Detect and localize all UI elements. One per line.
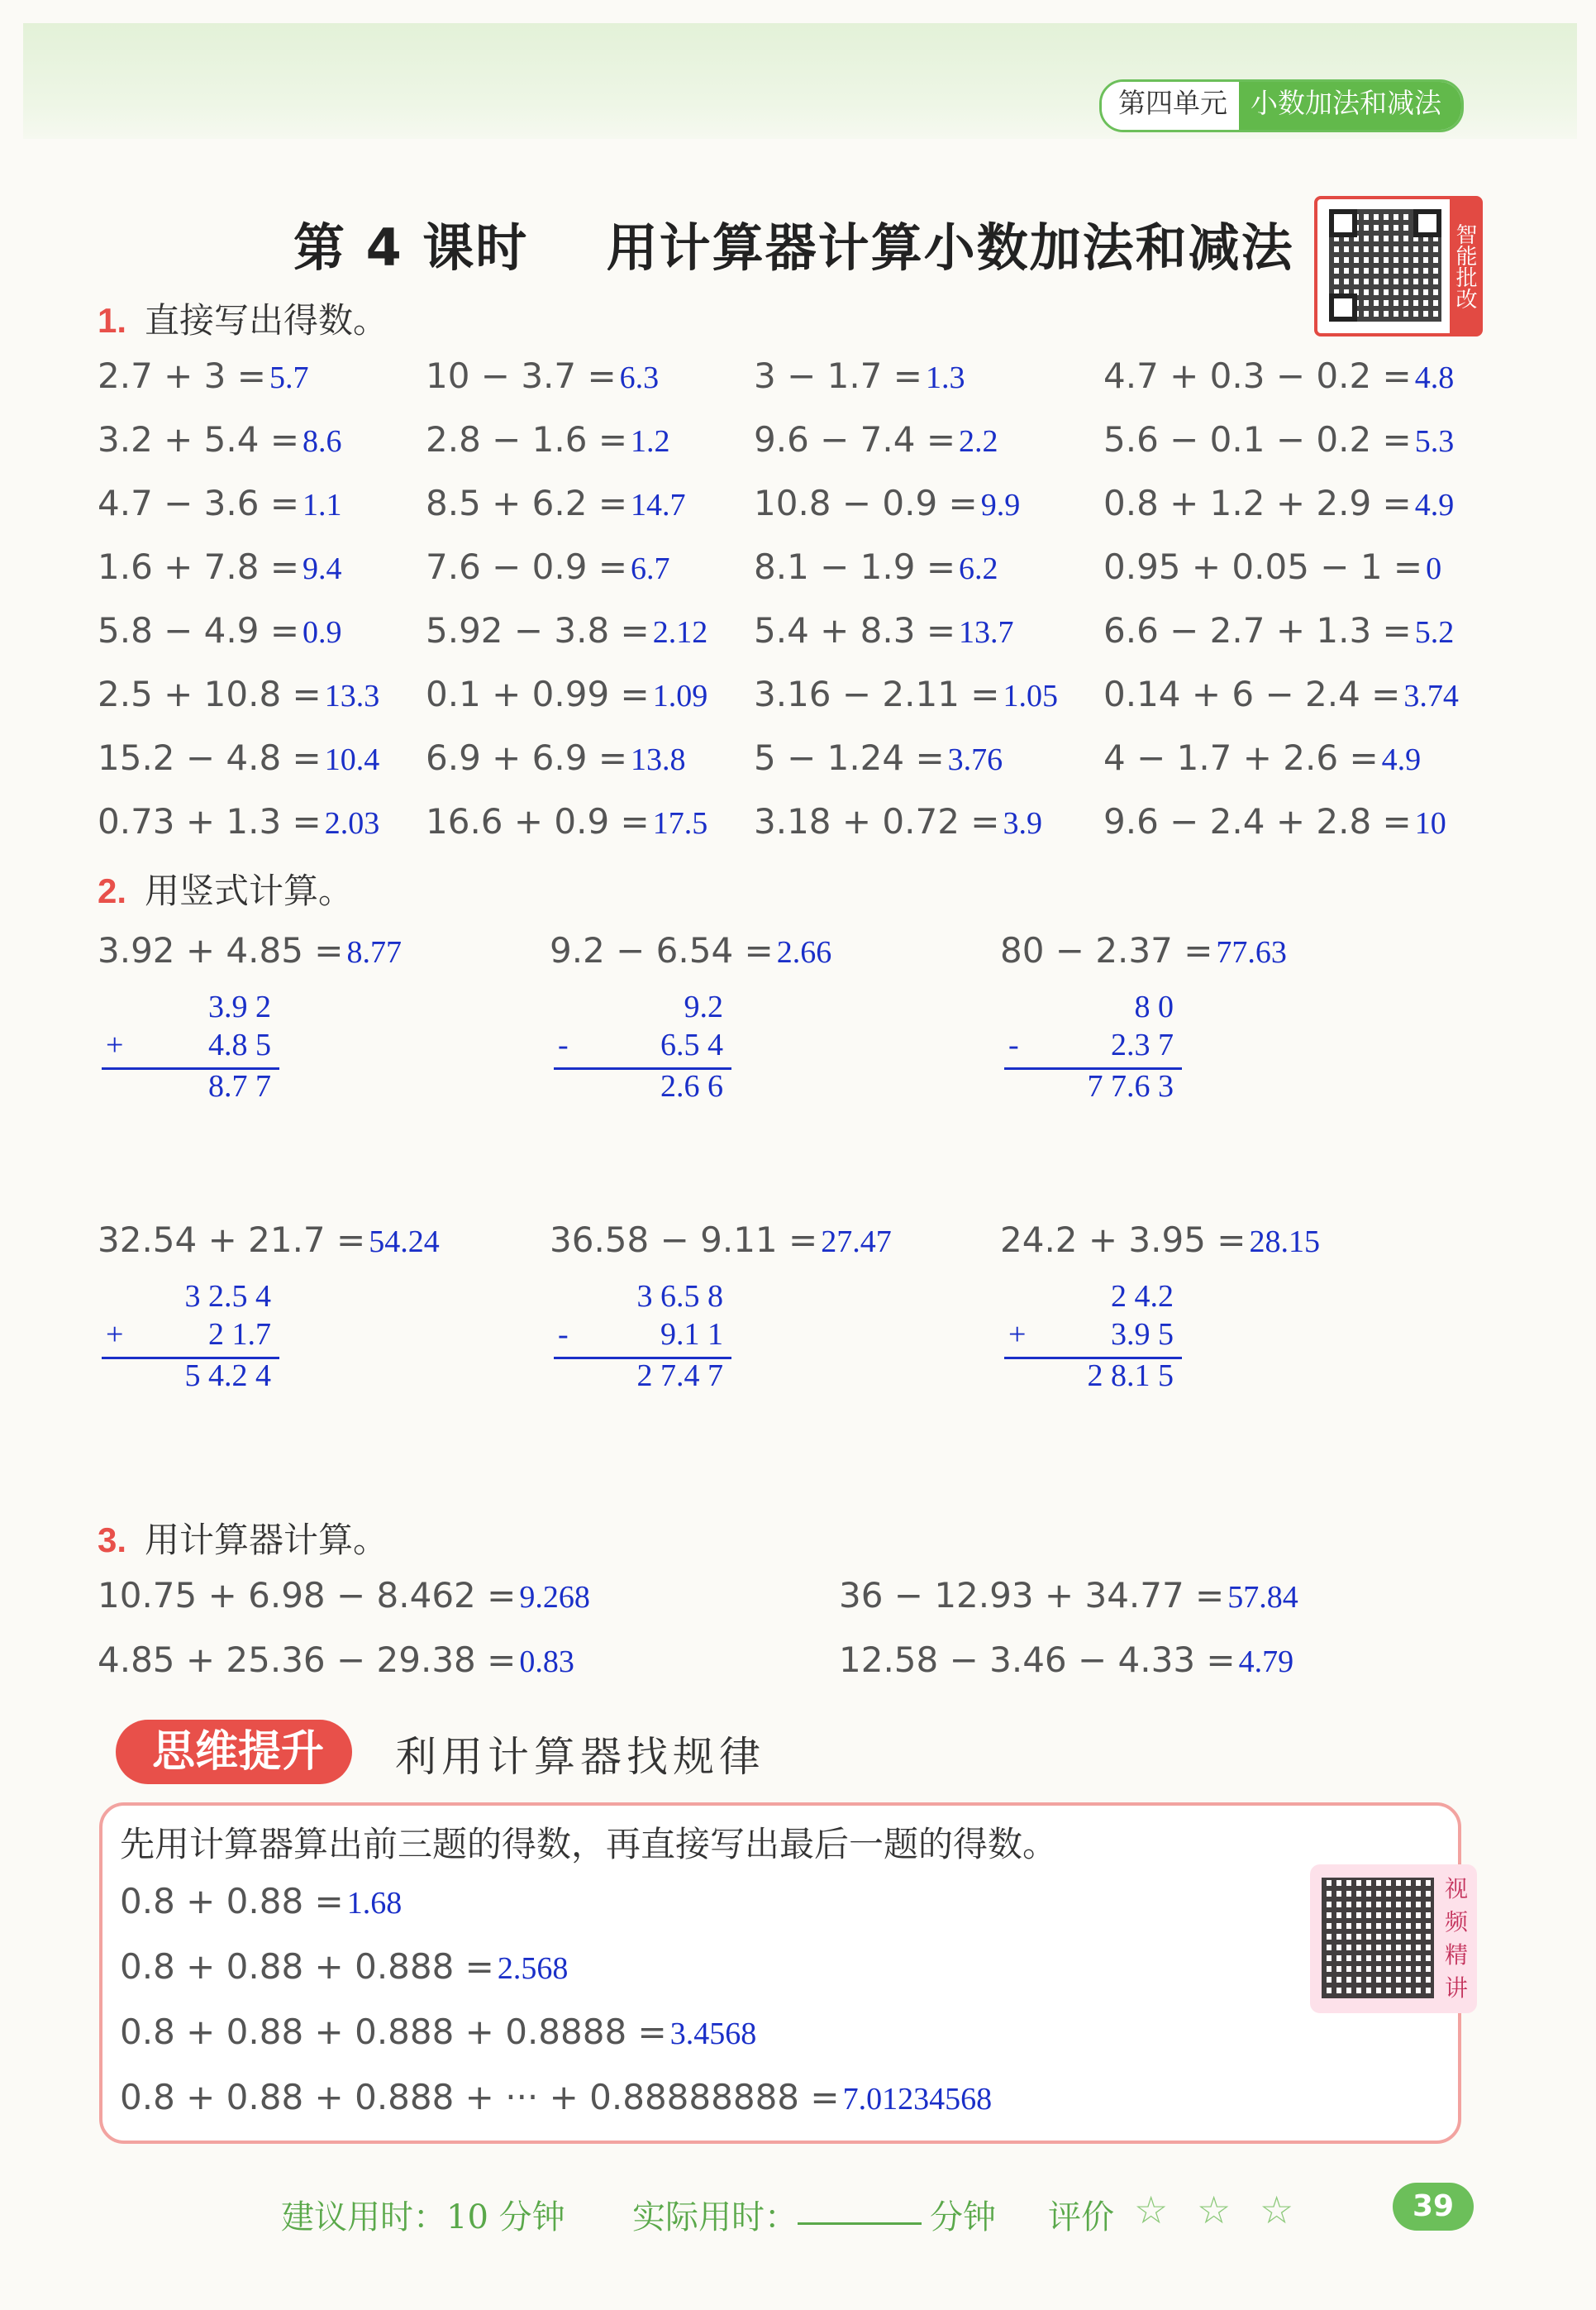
equation-item — [1103, 737, 1421, 778]
answer-text: 1.05 — [1003, 679, 1058, 714]
answer-text: 57.84 — [1227, 1580, 1298, 1615]
vertical-bottom: 9.1 1 — [660, 1317, 723, 1352]
answer-text: 5.3 — [1414, 424, 1455, 459]
answer-text: 3.9 — [1003, 806, 1042, 841]
topic-label: 小数加法和减法 — [1239, 82, 1461, 130]
vertical-operator: - — [1008, 1028, 1019, 1062]
thinking-title: 利用计算器找规律 — [395, 1733, 765, 1781]
equation-text: 16.6 + 0.9 = — [426, 801, 650, 842]
vertical-top: 3 2.5 4 — [184, 1279, 271, 1314]
qr-corner — [1413, 209, 1441, 237]
equation-text: 36.58 − 9.11 = — [550, 1219, 818, 1260]
vertical-problem-equation — [98, 1219, 440, 1260]
equation-item — [754, 674, 1058, 714]
equation-text: 10.75 + 6.98 − 8.462 = — [98, 1575, 517, 1616]
lesson-title: 第 4 课时 用计算器计算小数加法和减法 — [293, 217, 1294, 278]
equation-text: 0.8 + 0.88 = — [120, 1881, 344, 1921]
equation-text: 2.5 + 10.8 = — [98, 674, 322, 714]
qr-corner — [1329, 209, 1357, 237]
qr-corner — [1329, 294, 1357, 322]
equation-text: 0.14 + 6 − 2.4 = — [1103, 674, 1401, 714]
equation-item — [98, 801, 379, 842]
vertical-bottom: 2.3 7 — [1111, 1028, 1174, 1062]
answer-text: 10.4 — [324, 742, 380, 777]
thinking-instruction: 先用计算器算出前三题的得数，再直接写出最后一题的得数。 — [120, 1824, 1058, 1864]
equation-item — [426, 610, 707, 651]
answer-text: 1.68 — [346, 1886, 403, 1921]
equation-text: 9.6 − 2.4 + 2.8 = — [1103, 801, 1412, 842]
vertical-result: 5 4.2 4 — [184, 1358, 271, 1393]
answer-text: 77.63 — [1216, 935, 1287, 970]
equation-item — [754, 801, 1042, 842]
answer-text: 2.568 — [497, 1951, 569, 1986]
pattern-item — [120, 1881, 402, 1921]
equation-text: 10 − 3.7 = — [426, 356, 617, 396]
answer-text: 9.4 — [303, 551, 342, 586]
equation-text: 4 − 1.7 + 2.6 = — [1103, 737, 1379, 778]
vertical-operator: + — [106, 1028, 124, 1062]
equation-text: 3.18 + 0.72 = — [754, 801, 1000, 842]
equation-text: 3.2 + 5.4 = — [98, 419, 300, 460]
equation-item — [1103, 356, 1454, 396]
answer-text: 3.76 — [947, 742, 1003, 777]
calc-item — [839, 1575, 1298, 1616]
equation-text: 8.1 − 1.9 = — [754, 546, 956, 587]
vertical-bottom: 2 1.7 — [208, 1317, 271, 1352]
answer-text: 1.09 — [652, 679, 708, 714]
section1-title: 直接写出得数。 — [145, 300, 388, 341]
answer-text: 1.2 — [631, 424, 670, 459]
vertical-operator: + — [1008, 1317, 1027, 1352]
section1-heading — [98, 294, 388, 343]
equation-text: 10.8 − 0.9 = — [754, 483, 978, 523]
equation-item — [754, 419, 998, 460]
equation-text: 6.6 − 2.7 + 1.3 = — [1103, 610, 1412, 651]
unit-tag — [1099, 79, 1464, 132]
equation-item — [426, 674, 707, 714]
pattern-item — [120, 2077, 992, 2117]
equation-text: 5.92 − 3.8 = — [426, 610, 650, 651]
equation-text: 32.54 + 21.7 = — [98, 1219, 366, 1260]
suggested-time: 建议用时：10 分钟 — [281, 2198, 565, 2236]
answer-text: 13.3 — [324, 679, 380, 714]
equation-item — [754, 737, 1003, 778]
equation-item — [98, 419, 342, 460]
answer-text: 3.4568 — [669, 2016, 757, 2051]
equation-text: 80 − 2.37 = — [1000, 930, 1213, 971]
equation-text: 4.85 + 25.36 − 29.38 = — [98, 1639, 517, 1680]
equation-text: 4.7 − 3.6 = — [98, 483, 300, 523]
equation-text: 12.58 − 3.46 − 4.33 = — [839, 1639, 1236, 1680]
answer-text: 10 — [1414, 806, 1446, 841]
answer-text: 8.6 — [303, 424, 342, 459]
equation-text: 2.7 + 3 = — [98, 356, 266, 396]
equation-item — [754, 610, 1014, 651]
section2-heading — [98, 864, 353, 914]
unit-label: 第四单元 — [1102, 82, 1239, 130]
equation-item — [754, 356, 965, 396]
equation-text: 2.8 − 1.6 = — [426, 419, 628, 460]
answer-text: 0.9 — [303, 615, 342, 650]
equation-text: 5.6 − 0.1 − 0.2 = — [1103, 419, 1412, 460]
vertical-bottom: 3.9 5 — [1111, 1317, 1174, 1352]
calc-item — [839, 1639, 1293, 1680]
equation-text: 9.2 − 6.54 = — [550, 930, 774, 971]
rating-label: 评价 — [1048, 2198, 1114, 2236]
equation-item — [426, 483, 686, 523]
thinking-badge: 思维提升 — [116, 1720, 352, 1784]
equation-text: 5.8 − 4.9 = — [98, 610, 300, 651]
pattern-item — [120, 1946, 568, 1987]
answer-text: 4.9 — [1381, 742, 1422, 777]
vertical-result: 2.6 6 — [660, 1069, 723, 1104]
equation-item — [1103, 483, 1454, 523]
equation-text: 36 − 12.93 + 34.77 = — [839, 1575, 1225, 1616]
answer-text: 17.5 — [652, 806, 708, 841]
answer-text: 6.7 — [631, 551, 670, 586]
equation-item — [1103, 674, 1459, 714]
vertical-operator: + — [106, 1317, 124, 1352]
equation-text: 5 − 1.24 = — [754, 737, 945, 778]
answer-text: 4.79 — [1238, 1644, 1294, 1679]
equation-text: 1.6 + 7.8 = — [98, 546, 300, 587]
calc-item — [98, 1575, 590, 1616]
equation-text: 0.8 + 1.2 + 2.9 = — [1103, 483, 1412, 523]
equation-item — [1103, 546, 1441, 587]
section2-title: 用竖式计算。 — [145, 871, 354, 911]
answer-text: 9.9 — [980, 488, 1021, 523]
vertical-result: 2 8.1 5 — [1087, 1358, 1174, 1393]
equation-text: 0.95 + 0.05 − 1 = — [1103, 546, 1423, 587]
vertical-top: 3.9 2 — [208, 990, 271, 1024]
equation-item — [98, 610, 342, 651]
answer-text: 7.01234568 — [842, 2082, 993, 2117]
equation-text: 24.2 + 3.95 = — [1000, 1219, 1246, 1260]
section2-number: 2. — [98, 871, 127, 910]
answer-text: 54.24 — [369, 1224, 440, 1259]
star-icon[interactable]: ☆ — [1134, 2188, 1169, 2232]
minutes-label: 分钟 — [930, 2198, 996, 2236]
equation-item — [1103, 419, 1454, 460]
equation-text: 0.8 + 0.88 + 0.888 + ··· + 0.88888888 = — [120, 2077, 840, 2117]
answer-text: 2.12 — [652, 615, 708, 650]
section3-title: 用计算器计算。 — [145, 1520, 388, 1560]
answer-text: 2.66 — [776, 935, 832, 970]
equation-item — [1103, 610, 1454, 651]
star-icon[interactable]: ☆ — [1197, 2188, 1232, 2232]
answer-text: 5.2 — [1414, 615, 1455, 650]
answer-text: 5.7 — [269, 360, 309, 395]
answer-text: 28.15 — [1249, 1224, 1320, 1259]
answer-text: 27.47 — [821, 1224, 892, 1259]
answer-text: 8.77 — [346, 935, 402, 970]
answer-text: 14.7 — [631, 488, 686, 523]
vertical-bottom: 6.5 4 — [660, 1028, 723, 1062]
equation-text: 0.8 + 0.88 + 0.888 + 0.8888 = — [120, 2012, 667, 2052]
answer-text: 13.7 — [959, 615, 1014, 650]
equation-text: 3 − 1.7 = — [754, 356, 922, 396]
qr-badge-label: 智能批改 — [1450, 199, 1479, 333]
answer-text: 6.2 — [959, 551, 998, 586]
section1-number: 1. — [98, 301, 127, 340]
answer-text: 13.8 — [631, 742, 686, 777]
equation-text: 0.73 + 1.3 = — [98, 801, 322, 842]
vertical-top: 2 4.2 — [1111, 1279, 1174, 1314]
equation-text: 15.2 − 4.8 = — [98, 737, 322, 778]
video-qr[interactable] — [1310, 1864, 1477, 2013]
equation-text: 4.7 + 0.3 − 0.2 = — [1103, 356, 1412, 396]
answer-text: 1.3 — [925, 360, 965, 395]
equation-item — [426, 419, 670, 460]
vertical-result: 7 7.6 3 — [1087, 1069, 1174, 1104]
equation-item — [426, 737, 686, 778]
answer-text: 9.268 — [519, 1580, 590, 1615]
vertical-problem-equation — [550, 1219, 892, 1260]
vertical-result: 2 7.4 7 — [636, 1358, 723, 1393]
equation-text: 0.1 + 0.99 = — [426, 674, 650, 714]
vertical-top: 9.2 — [684, 990, 723, 1024]
equation-item — [98, 356, 308, 396]
equation-text: 9.6 − 7.4 = — [754, 419, 956, 460]
actual-time-blank[interactable] — [798, 2222, 922, 2225]
star-icon[interactable]: ☆ — [1260, 2188, 1294, 2232]
equation-item — [426, 546, 670, 587]
equation-item — [98, 737, 379, 778]
answer-text: 4.9 — [1414, 488, 1455, 523]
vertical-problem-equation — [1000, 930, 1287, 971]
vertical-problem-equation — [98, 930, 402, 971]
vertical-top: 3 6.5 8 — [636, 1279, 723, 1314]
answer-text: 1.1 — [303, 488, 342, 523]
equation-text: 3.16 − 2.11 = — [754, 674, 1000, 714]
answer-text: 0.83 — [519, 1644, 574, 1679]
equation-text: 6.9 + 6.9 = — [426, 737, 628, 778]
equation-text: 5.4 + 8.3 = — [754, 610, 956, 651]
equation-item — [1103, 801, 1446, 842]
vertical-problem-equation — [1000, 1219, 1320, 1260]
vertical-bottom: 4.8 5 — [208, 1028, 271, 1062]
calc-item — [98, 1639, 574, 1680]
answer-text: 0 — [1426, 551, 1442, 586]
equation-text: 7.6 − 0.9 = — [426, 546, 628, 587]
equation-item — [98, 674, 379, 714]
equation-item — [98, 483, 342, 523]
equation-item — [754, 483, 1020, 523]
equation-item — [426, 801, 707, 842]
vertical-result: 8.7 7 — [208, 1069, 271, 1104]
vertical-operator: - — [558, 1317, 569, 1352]
qr-code-grading[interactable] — [1314, 196, 1483, 336]
section3-number: 3. — [98, 1520, 127, 1559]
video-badge-label: 视频精讲 — [1444, 1875, 1468, 2002]
qr-code-icon — [1322, 1878, 1434, 1998]
answer-text: 4.8 — [1414, 360, 1455, 395]
equation-item — [426, 356, 659, 396]
equation-item — [98, 546, 342, 587]
vertical-operator: - — [558, 1028, 569, 1062]
answer-text: 6.3 — [619, 360, 660, 395]
equation-text: 0.8 + 0.88 + 0.888 = — [120, 1946, 494, 1987]
section3-heading — [98, 1513, 388, 1563]
answer-text: 3.74 — [1403, 679, 1459, 714]
answer-text: 2.2 — [959, 424, 998, 459]
actual-time-label: 实际用时： — [632, 2198, 798, 2236]
equation-text: 8.5 + 6.2 = — [426, 483, 628, 523]
answer-text: 2.03 — [324, 806, 380, 841]
page-number: 39 — [1393, 2183, 1474, 2231]
vertical-top: 8 0 — [1134, 990, 1174, 1024]
equation-item — [754, 546, 998, 587]
equation-text: 3.92 + 4.85 = — [98, 930, 344, 971]
pattern-item — [120, 2012, 756, 2052]
vertical-problem-equation — [550, 930, 831, 971]
